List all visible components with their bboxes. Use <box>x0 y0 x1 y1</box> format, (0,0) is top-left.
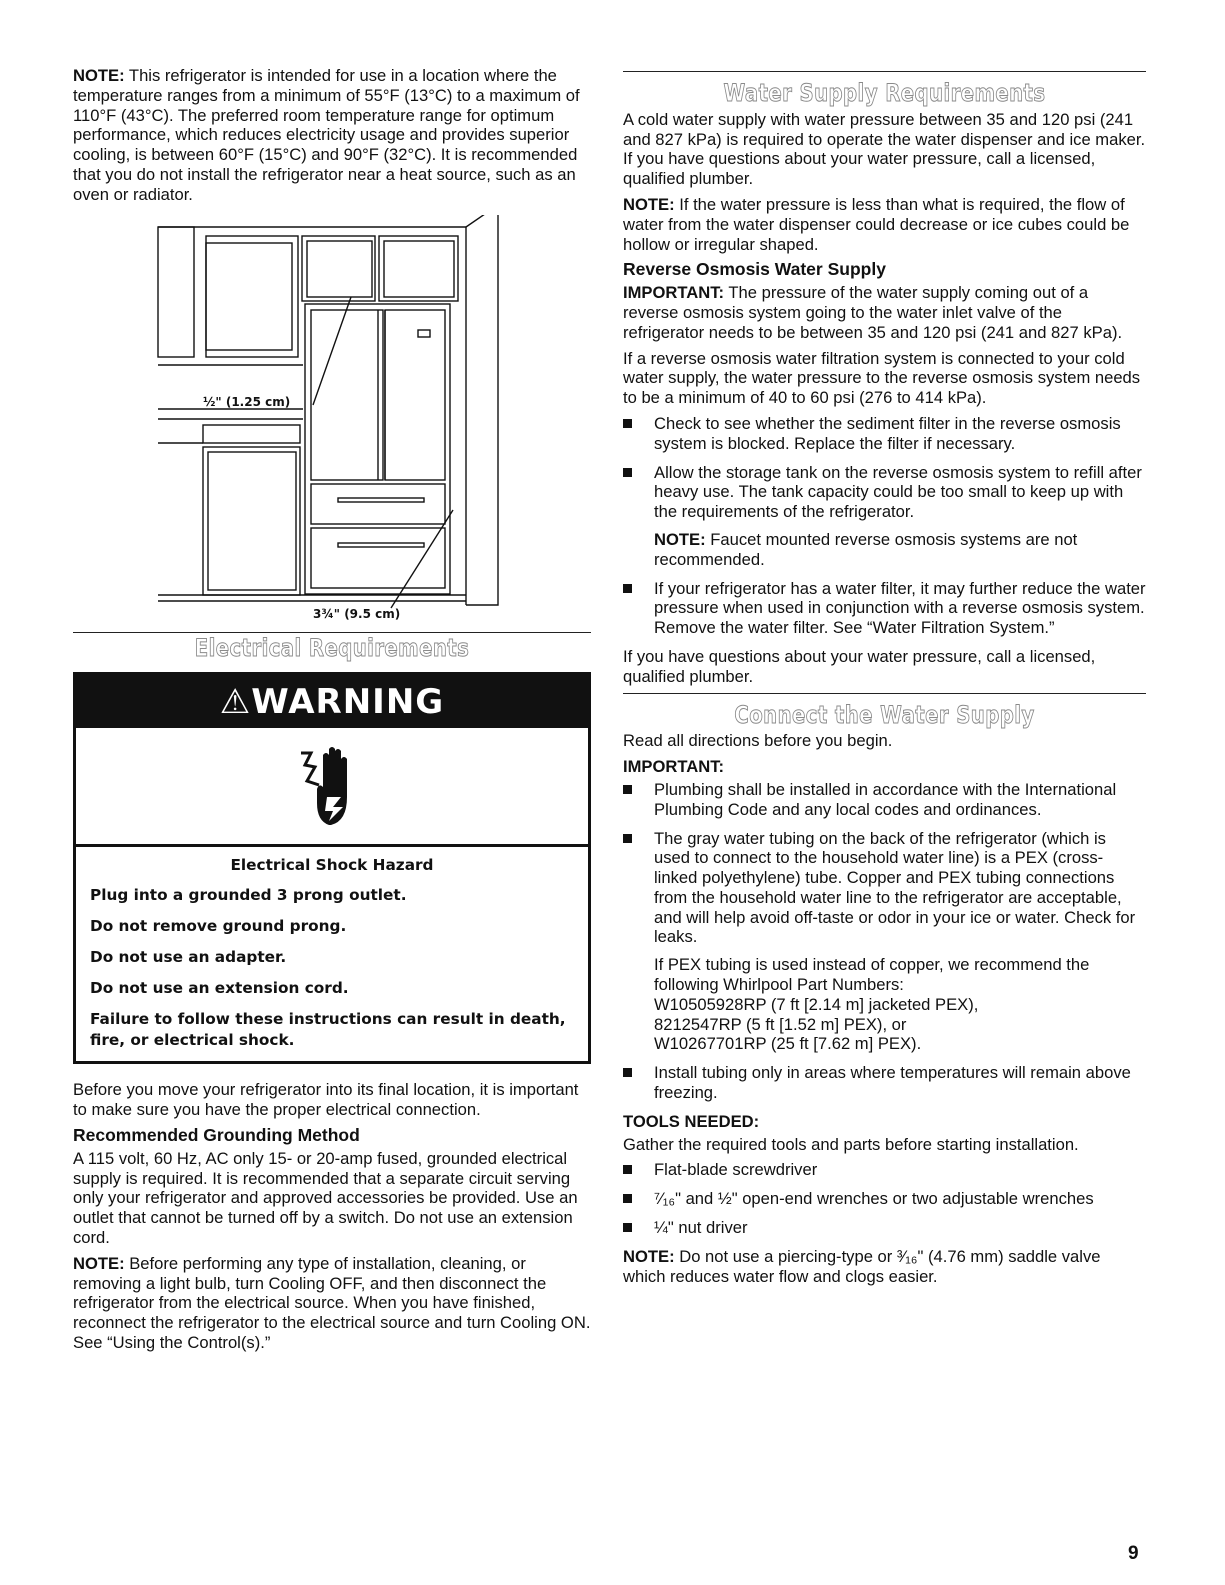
section-divider <box>623 71 1146 72</box>
ro-paragraph: If a reverse osmosis water filtration system is connected to your cold water supply, the water pressure to the reverse osmosis system needs to be a minimum of 40 to 60 psi (276 to 414 kPa). <box>623 348 1141 408</box>
left-column <box>73 66 591 1359</box>
clearance-label-top: ½" (1.25 cm) <box>203 394 291 409</box>
list-item: The gray water tubing on the back of the refrigerator (which is used to connect to the household water line) is a PEX (cross-linked polyethylene) tube. Copper and PEX tubing connections from the household water line to the refrigerator are acceptable, and will help avoid off-taste or odor in your ice or water. Check for leaks. If PEX tubing is used instead of copper, we recommend the following Whirlpool Part Numbers: W10505928RP (7 ft [2.14 m] jacketed PEX), 8212547RP (5 ft [1.52 m] PEX), or W10267701RP (25 ft [7.62 m] PEX). <box>623 829 1146 1055</box>
warning-box <box>73 672 591 1064</box>
before-move-paragraph: Before you move your refrigerator into its final location, it is important to make sure you have the proper electrical connection. <box>73 1080 579 1120</box>
list-item: ¼" nut driver <box>623 1218 1146 1238</box>
list-item: If your refrigerator has a water filter, it may further reduce the water pressure when used in conjunction with a reverse osmosis system. Remove the water filter. See “Water Filtration System.” <box>623 579 1146 638</box>
faucet-note: NOTE: Faucet mounted reverse osmosis systems are not recommended. <box>654 529 1078 569</box>
page-number: 9 <box>1128 1543 1139 1564</box>
ro-important: IMPORTANT: The pressure of the water supply coming out of a reverse osmosis system going to the water inlet valve of the refrigerator needs to be between 35 and 120 psi (241 and 827 kPa). <box>623 283 1123 342</box>
saddle-valve-note: NOTE: Do not use a piercing-type or ³⁄₁₆" (4.76 mm) saddle valve which reduces water flow and clogs easier. <box>623 1246 1101 1286</box>
warning-heading: ⚠WARNING <box>76 675 588 728</box>
clearance-label-bottom: 3¾" (9.5 cm) <box>313 606 401 621</box>
section-divider <box>73 632 591 633</box>
cabinet-refrigerator-illustration <box>73 215 591 627</box>
water-supply-heading: Water Supply Requirements <box>723 79 1046 107</box>
list-item: ⁷⁄₁₆" and ½" open-end wrenches or two adjustable wrenches <box>623 1189 1146 1209</box>
temperature-note: NOTE: This refrigerator is intended for use in a location where the temperature ranges from a minimum of 55°F (13°C) to a maximum of 110°F (43°C). The preferred room temperature range for optimum performance, which reduces electricity usage and provides superior cooling, is between 60°F (15°C) and 90°F (32°C). It is recommended that you do not install the refrigerator near a heat source, such as an oven or radiator. <box>73 66 580 204</box>
refrigerator-clearance-diagram <box>73 215 591 627</box>
right-column <box>623 66 1146 1292</box>
list-item: Install tubing only in areas where temperatures will remain above freezing. <box>623 1063 1146 1103</box>
water-intro: A cold water supply with water pressure between 35 and 120 psi (241 and 827 kPa) is required to operate the water dispenser and ice maker. If you have questions about your water pressure, call a licensed, qualified plumber. <box>623 109 1146 189</box>
hazard-title: Electrical Shock Hazard <box>230 856 434 875</box>
connect-water-heading: Connect the Water Supply <box>734 700 1035 729</box>
list-item: Check to see whether the sediment filter in the reverse osmosis system is blocked. Replace the filter if necessary. <box>623 414 1146 454</box>
ro-list <box>623 414 1146 638</box>
list-item: Allow the storage tank on the reverse osmosis system to refill after heavy use. The tank capacity could be too small to keep up with the requirements of the refrigerator. NOTE: Faucet mounted reverse osmosis systems are not recommended. <box>623 463 1146 570</box>
tools-list <box>623 1160 1146 1237</box>
pressure-note: NOTE: If the water pressure is less than what is required, the flow of water from the water dispenser could decrease or ice cubes could be hollow or irregular shaped. <box>623 194 1130 254</box>
connect-intro: Read all directions before you begin. <box>623 731 893 751</box>
warning-body <box>76 847 588 1061</box>
connect-list <box>623 780 1146 1103</box>
electrical-requirements-heading: Electrical Requirements <box>194 633 470 662</box>
list-item: Flat-blade screwdriver <box>623 1160 1146 1180</box>
reverse-osmosis-heading: Reverse Osmosis Water Supply <box>623 259 886 280</box>
tools-intro: Gather the required tools and parts before starting installation. <box>623 1134 1079 1154</box>
tools-heading: TOOLS NEEDED: <box>623 1111 760 1131</box>
section-divider <box>623 693 1146 694</box>
warning-line: Plug into a grounded 3 prong outlet. <box>90 886 407 905</box>
warning-line: Failure to follow these instructions can result in death, fire, or electrical shock. <box>90 1010 566 1050</box>
important-heading: IMPORTANT: <box>623 757 725 777</box>
disconnect-note: NOTE: Before performing any type of installation, cleaning, or removing a light bulb, turn Cooling OFF, and then disconnect the refrigerator from the electrical source. When you have finished, reconnect the refrigerator to the electrical source and turn Cooling ON. See “Using the Control(s).” <box>73 1253 591 1352</box>
pex-part-numbers: If PEX tubing is used instead of copper, we recommend the following Whirlpool Part Numbers: W10505928RP (7 ft [2.14 m] jacketed PEX), 8212547RP (5 ft [1.52 m] PEX), or W10267701RP (25 ft [7.62 m] PEX). <box>654 955 1090 1054</box>
grounding-heading: Recommended Grounding Method <box>73 1124 360 1145</box>
ro-closing: If you have questions about your water pressure, call a licensed, qualified plumber. <box>623 646 1096 686</box>
warning-line: Do not remove ground prong. <box>90 917 347 936</box>
electric-shock-hand-icon <box>297 741 367 831</box>
warning-line: Do not use an adapter. <box>90 948 287 967</box>
list-item: Plumbing shall be installed in accordance with the International Plumbing Code and any local codes and ordinances. <box>623 780 1146 820</box>
grounding-paragraph: A 115 volt, 60 Hz, AC only 15- or 20-amp fused, grounded electrical supply is required. It is recommended that a separate circuit serving only your refrigerator and approved accessories be provided. Use an outlet that cannot be turned off by a switch. Do not use an extension cord. <box>73 1148 578 1247</box>
warning-line: Do not use an extension cord. <box>90 979 349 998</box>
